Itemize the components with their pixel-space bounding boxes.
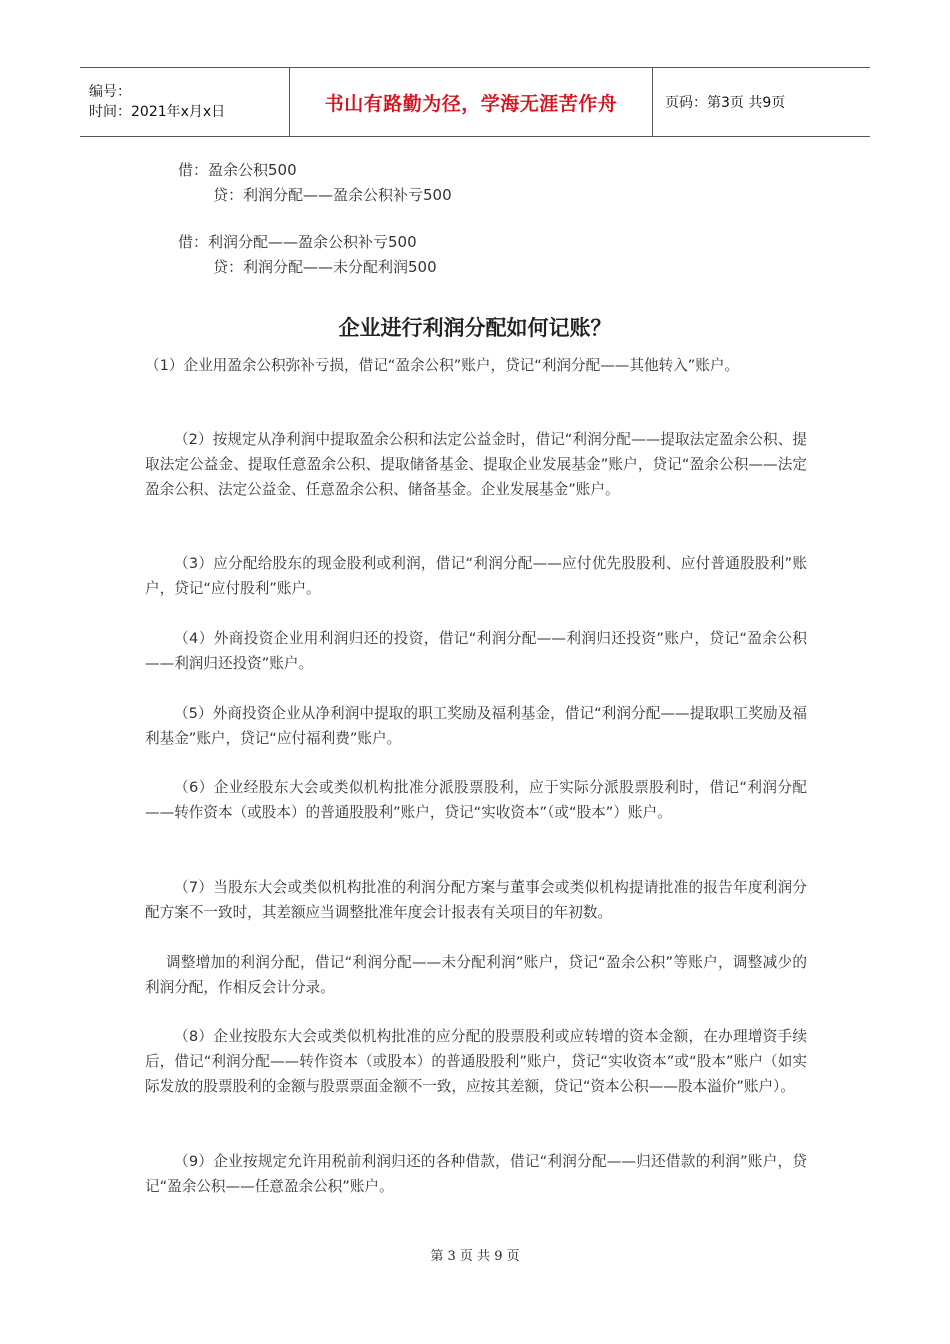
page-header [80,67,870,137]
paragraph-1: （1）企业用盈余公积弥补亏损，借记“盈余公积”账户，贷记“利润分配——其他转入”账户。 [145,357,740,374]
paragraph-9: （9）企业按规定允许用税前利润归还的各种借款，借记“利润分配——归还借款的利润”账户，贷记“盈余公积——任意盈余公积”账户。 [145,1153,807,1195]
document-date-label: 时间：2021年x月x日 [89,104,226,120]
paragraph-5: （5）外商投资企业从净利润中提取的职工奖励及福利基金，借记“利润分配——提取职工奖励及福利基金”账户，贷记“应付福利费”账户。 [145,705,807,747]
header-page-code [653,68,870,136]
paragraph-7-continued: 调整增加的利润分配，借记“利润分配——未分配利润”账户，贷记“盈余公积”等账户，调整减少的利润分配，作相反会计分录。 [145,954,807,996]
section-title: 企业进行利润分配如何记账？ [338,316,612,340]
page-footer: 第 3 页 共 9 页 [430,1249,520,1264]
paragraph-7: （7）当股东大会或类似机构批准的利润分配方案与董事会或类似机构提请批准的报告年度利润分配方案不一致时，其差额应当调整批准年度会计报表有关项目的年初数。 [145,879,807,921]
header-motto [289,68,653,136]
paragraph-8: （8）企业按股东大会或类似机构批准的应分配的股票股利或应转增的资本金额，在办理增资手续后，借记“利润分配——转作资本（或股本）的普通股股利”账户，贷记“实收资本”或“股本”账户（如实际发放的股票股利的金额与股票票面金额不一致，应按其差额，贷记“资本公积——股本溢价”账户）。 [145,1028,807,1095]
motto-text: 书山有路勤为径，学海无涯苦作舟 [324,92,618,115]
page-code-text: 页码：第3页 共9页 [665,95,786,111]
header-meta [80,68,289,136]
journal-entry-debit-2: 借：利润分配——盈余公积补亏500 [178,233,417,251]
journal-entry-debit-1: 借：盈余公积500 [178,161,297,179]
journal-entry-credit-2: 贷：利润分配——未分配利润500 [213,258,437,276]
document-number-label: 编号： [89,84,131,100]
paragraph-2: （2）按规定从净利润中提取盈余公积和法定公益金时，借记“利润分配——提取法定盈余公积、提取法定公益金、提取任意盈余公积、提取储备基金、提取企业发展基金”账户，贷记“盈余公积——法定盈余公积、法定公益金、任意盈余公积、储备基金。企业发展基金”账户。 [145,431,807,498]
journal-entry-credit-1: 贷：利润分配——盈余公积补亏500 [213,186,452,204]
paragraph-3: （3）应分配给股东的现金股利或利润，借记“利润分配——应付优先股股利、应付普通股股利”账户，贷记“应付股利”账户。 [145,555,807,597]
paragraph-4: （4）外商投资企业用利润归还的投资，借记“利润分配——利润归还投资”账户，贷记“盈余公积——利润归还投资”账户。 [145,630,807,672]
paragraph-6: （6）企业经股东大会或类似机构批准分派股票股利，应于实际分派股票股利时，借记“利润分配——转作资本（或股本）的普通股股利”账户，贷记“实收资本”（或“股本”）账户。 [145,779,807,821]
